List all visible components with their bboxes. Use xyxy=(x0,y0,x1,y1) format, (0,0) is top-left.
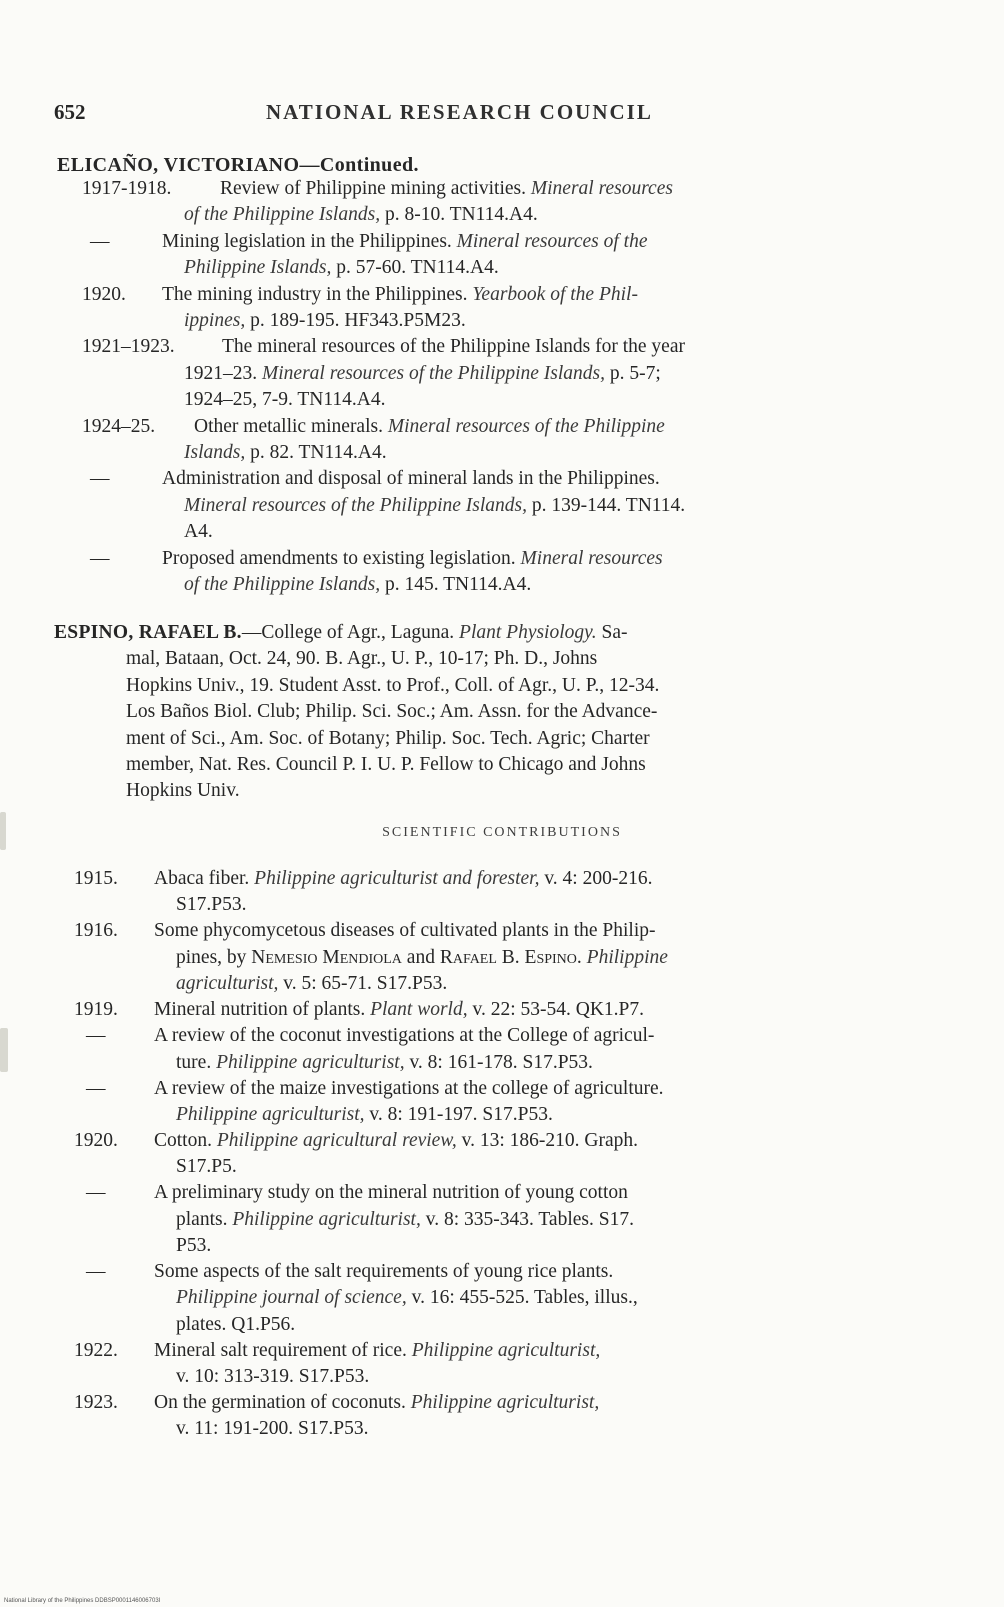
entry-text xyxy=(82,466,900,545)
section-title: SCIENTIFIC CONTRIBUTIONS xyxy=(382,825,622,840)
ditto-dash: — xyxy=(86,1025,106,1047)
text-line xyxy=(74,1259,896,1285)
text-run: A4. xyxy=(184,521,213,543)
text-line xyxy=(74,1364,896,1390)
entry-text xyxy=(74,997,896,1023)
text-run: plates. Q1.P56. xyxy=(176,1313,296,1335)
text-run: A preliminary study on the mineral nutrition of young cotton xyxy=(154,1182,628,1204)
entry-text xyxy=(74,918,896,997)
text-run: 1921–23. xyxy=(184,362,262,384)
text-line xyxy=(74,1180,896,1206)
text-run: The mineral resources of the Philippine Islands for the year xyxy=(222,336,685,358)
text-run: Administration and disposal of mineral lands in the Philippines. xyxy=(162,468,660,490)
italic-text: Plant world, xyxy=(370,999,468,1020)
text-run: mal, Bataan, Oct. 24, 90. B. Agr., U. P., 10-17; Ph. D., Johns xyxy=(126,648,598,670)
italic-text: Philippine agriculturist, xyxy=(216,1051,405,1073)
entry-text xyxy=(74,866,896,919)
text-line xyxy=(54,673,894,699)
text-run: The mining industry in the Philippines. xyxy=(162,283,473,305)
text-run: v. 5: 65-71. S17.P53. xyxy=(278,973,448,995)
text-line xyxy=(74,1233,896,1259)
text-run: A review of the maize investigations at the college of agriculture. xyxy=(154,1077,664,1099)
scan-edge-mark xyxy=(0,1028,8,1072)
entry-espino xyxy=(54,620,894,805)
page-number: 652 xyxy=(54,100,86,124)
entry-text xyxy=(74,1180,896,1259)
text-line xyxy=(74,1285,896,1311)
text-line xyxy=(82,308,900,334)
page-header xyxy=(54,100,904,128)
italic-text: agriculturist, xyxy=(176,973,279,995)
text-line xyxy=(74,1416,896,1442)
entry-text xyxy=(74,1023,896,1076)
text-run: p. 57-60. TN114.A4. xyxy=(331,257,499,279)
text-run: 1924–25, 7-9. TN114.A4. xyxy=(184,389,386,411)
text-run: Some aspects of the salt requirements of young rice plants. xyxy=(154,1261,614,1282)
italic-text: of the Philippine Islands, xyxy=(184,204,381,226)
italic-text: Philippine agricultural review, xyxy=(216,1130,457,1151)
text-line xyxy=(74,892,896,918)
entry-year: 1921–1923. xyxy=(82,336,175,358)
text-line xyxy=(74,1102,896,1128)
italic-text: Mineral resources xyxy=(530,178,673,199)
text-line xyxy=(82,414,900,440)
text-run: v. 13: 186-210. Graph. xyxy=(456,1130,639,1151)
entry-year: 1919. xyxy=(74,999,118,1020)
text-line xyxy=(74,1338,896,1364)
footer-note: National Library of the Philippines DDBSP0001146006703I xyxy=(4,1598,161,1604)
italic-text: Mineral resources of the Philippine xyxy=(387,415,665,437)
text-run: S17.P53. xyxy=(176,894,247,916)
text-run: p. 5-7; xyxy=(605,362,661,384)
text-run: Mineral nutrition of plants. xyxy=(154,999,371,1020)
text-run: S17.P5. xyxy=(176,1156,237,1178)
entry-year: 1923. xyxy=(74,1392,118,1413)
entry-text xyxy=(74,1390,896,1443)
entry-text xyxy=(82,229,900,282)
text-run: Hopkins Univ. xyxy=(126,780,240,802)
text-run: v. 4: 200-216. xyxy=(539,868,653,889)
text-run: member, Nat. Res. Council P. I. U. P. Fellow to Chicago and Johns xyxy=(126,754,646,776)
entry-year: 1916. xyxy=(74,920,118,942)
entry-year: 1920. xyxy=(74,1130,118,1151)
text-line xyxy=(82,282,900,308)
italic-text: Philippine agriculturist and forester, xyxy=(254,868,540,889)
italic-text: ippines, xyxy=(184,310,246,331)
text-run: A review of the coconut investigations at the College of agricul- xyxy=(154,1025,655,1047)
text-run: plants. xyxy=(176,1208,233,1230)
text-line xyxy=(74,1390,896,1416)
text-run: Proposed amendments to existing legislation. xyxy=(162,547,521,569)
text-run: —College of Agr., Laguna. xyxy=(241,622,460,643)
text-run: v. 8: 335-343. Tables. S17. xyxy=(420,1208,634,1230)
text-run: v. 11: 191-200. S17.P53. xyxy=(176,1418,369,1440)
italic-text: Philippine agriculturist, xyxy=(232,1208,421,1230)
italic-text: of the Philippine Islands, xyxy=(184,574,381,595)
text-line xyxy=(82,361,900,387)
text-line xyxy=(82,546,900,572)
ditto-dash: — xyxy=(90,547,110,569)
text-line xyxy=(54,646,894,672)
entry-year: 1922. xyxy=(74,1339,118,1361)
italic-text: Philippine xyxy=(586,946,668,968)
text-run: v. 8: 161-178. S17.P53. xyxy=(404,1051,593,1073)
text-line xyxy=(82,255,900,281)
italic-text: Philippine agriculturist, xyxy=(176,1104,365,1125)
italic-text: Mineral resources xyxy=(520,547,663,569)
text-line xyxy=(54,620,894,646)
text-run: v. 16: 455-525. Tables, illus., xyxy=(406,1287,638,1309)
text-line xyxy=(74,1312,896,1338)
text-run: Some phycomycetous diseases of cultivated plants in the Philip- xyxy=(154,920,656,942)
text-line xyxy=(82,440,900,466)
text-line xyxy=(74,997,896,1023)
entry-text xyxy=(74,1128,896,1181)
scan-edge-mark xyxy=(0,812,6,850)
entry-text xyxy=(74,1338,896,1391)
text-line xyxy=(54,752,894,778)
entry-text xyxy=(82,176,900,229)
text-run: Cotton. xyxy=(154,1130,217,1151)
text-run: p. 189-195. HF343.P5M23. xyxy=(245,310,466,331)
text-line xyxy=(74,866,896,892)
entry-text xyxy=(82,334,900,413)
text-line xyxy=(82,334,900,360)
text-line xyxy=(74,918,896,944)
entry-text xyxy=(82,282,900,335)
ditto-dash: — xyxy=(86,1077,106,1099)
ditto-dash: — xyxy=(86,1182,106,1204)
entry-text xyxy=(82,546,900,599)
entry-text xyxy=(82,414,900,467)
text-line xyxy=(74,1207,896,1233)
text-line xyxy=(82,466,900,492)
italic-text: Mineral resources of the Philippine Islands, xyxy=(262,362,606,384)
text-run: Review of Philippine mining activities. xyxy=(220,178,531,199)
text-line xyxy=(54,726,894,752)
text-line xyxy=(74,1128,896,1154)
author-name: ESPINO, RAFAEL B. xyxy=(54,622,242,643)
entry-text xyxy=(74,1259,896,1338)
text-run: Other metallic minerals. xyxy=(194,415,388,437)
text-run: v. 22: 53-54. QK1.P7. xyxy=(467,999,645,1020)
ditto-dash: — xyxy=(90,468,110,490)
text-line xyxy=(82,176,900,202)
entry-year: 1915. xyxy=(74,868,118,889)
text-run: p. 139-144. TN114. xyxy=(527,494,686,516)
text-run: p. 8-10. TN114.A4. xyxy=(380,204,538,226)
running-title: NATIONAL RESEARCH COUNCIL xyxy=(266,100,653,124)
text-run: On the germination of coconuts. xyxy=(154,1392,411,1413)
text-line xyxy=(82,202,900,228)
text-run: Abaca fiber. xyxy=(154,868,255,889)
author-name: ELICAÑO, VICTORIANO xyxy=(57,154,300,176)
italic-text: Mineral resources of the xyxy=(456,230,648,252)
entry-year: 1920. xyxy=(82,283,126,305)
text-line xyxy=(82,519,900,545)
italic-text: Plant Physiology. xyxy=(459,622,597,643)
italic-text: Islands, xyxy=(184,442,246,463)
italic-text: Mineral resources of the Philippine Islands, xyxy=(184,494,528,516)
italic-text: Philippine agriculturist, xyxy=(410,1392,600,1413)
italic-text: Yearbook of the Phil- xyxy=(472,283,638,305)
text-run: ture. xyxy=(176,1051,217,1073)
ditto-dash: — xyxy=(86,1261,106,1282)
continued-label: —Continued. xyxy=(299,154,419,176)
text-run: Los Baños Biol. Club; Philip. Sci. Soc.; Am. Assn. for the Advance- xyxy=(126,701,658,723)
text-line xyxy=(54,699,894,725)
entry-year: 1917-1918. xyxy=(82,178,172,199)
text-run: ment of Sci., Am. Soc. of Botany; Philip. Soc. Tech. Agric; Charter xyxy=(126,727,650,749)
text-run: P53. xyxy=(176,1235,212,1257)
text-run: Mineral salt requirement of rice. xyxy=(154,1339,412,1361)
text-run: and xyxy=(401,946,440,968)
text-run: Mining legislation in the Philippines. xyxy=(162,230,457,252)
text-run: v. 8: 191-197. S17.P53. xyxy=(364,1104,553,1125)
text-line xyxy=(82,493,900,519)
small-caps-name: Rafael B. Espino. xyxy=(439,946,582,968)
text-line xyxy=(74,1023,896,1049)
text-run: Sa- xyxy=(596,622,628,643)
text-line xyxy=(82,387,900,413)
text-line xyxy=(82,572,900,598)
entry-heading-elicano xyxy=(57,154,419,177)
text-run: p. 82. TN114.A4. xyxy=(245,442,387,463)
text-run: pines, by xyxy=(176,946,252,968)
entry-text xyxy=(74,1076,896,1129)
text-line xyxy=(74,945,896,971)
text-line xyxy=(74,1076,896,1102)
text-line xyxy=(82,229,900,255)
text-run: Hopkins Univ., 19. Student Asst. to Prof., Coll. of Agr., U. P., 12-34. xyxy=(126,674,660,696)
small-caps-name: Nemesio Mendiola xyxy=(251,946,402,968)
text-line xyxy=(74,1050,896,1076)
espino-biography xyxy=(54,620,894,805)
italic-text: Philippine agriculturist, xyxy=(411,1339,601,1361)
text-line xyxy=(74,971,896,997)
text-line xyxy=(54,778,894,804)
text-run: p. 145. TN114.A4. xyxy=(380,574,532,595)
text-run: v. 10: 313-319. S17.P53. xyxy=(176,1366,370,1387)
text-line xyxy=(74,1154,896,1180)
italic-text: Philippine journal of science, xyxy=(176,1287,407,1309)
ditto-dash: — xyxy=(90,230,110,252)
italic-text: Philippine Islands, xyxy=(184,257,332,279)
entry-year: 1924–25. xyxy=(82,415,156,437)
